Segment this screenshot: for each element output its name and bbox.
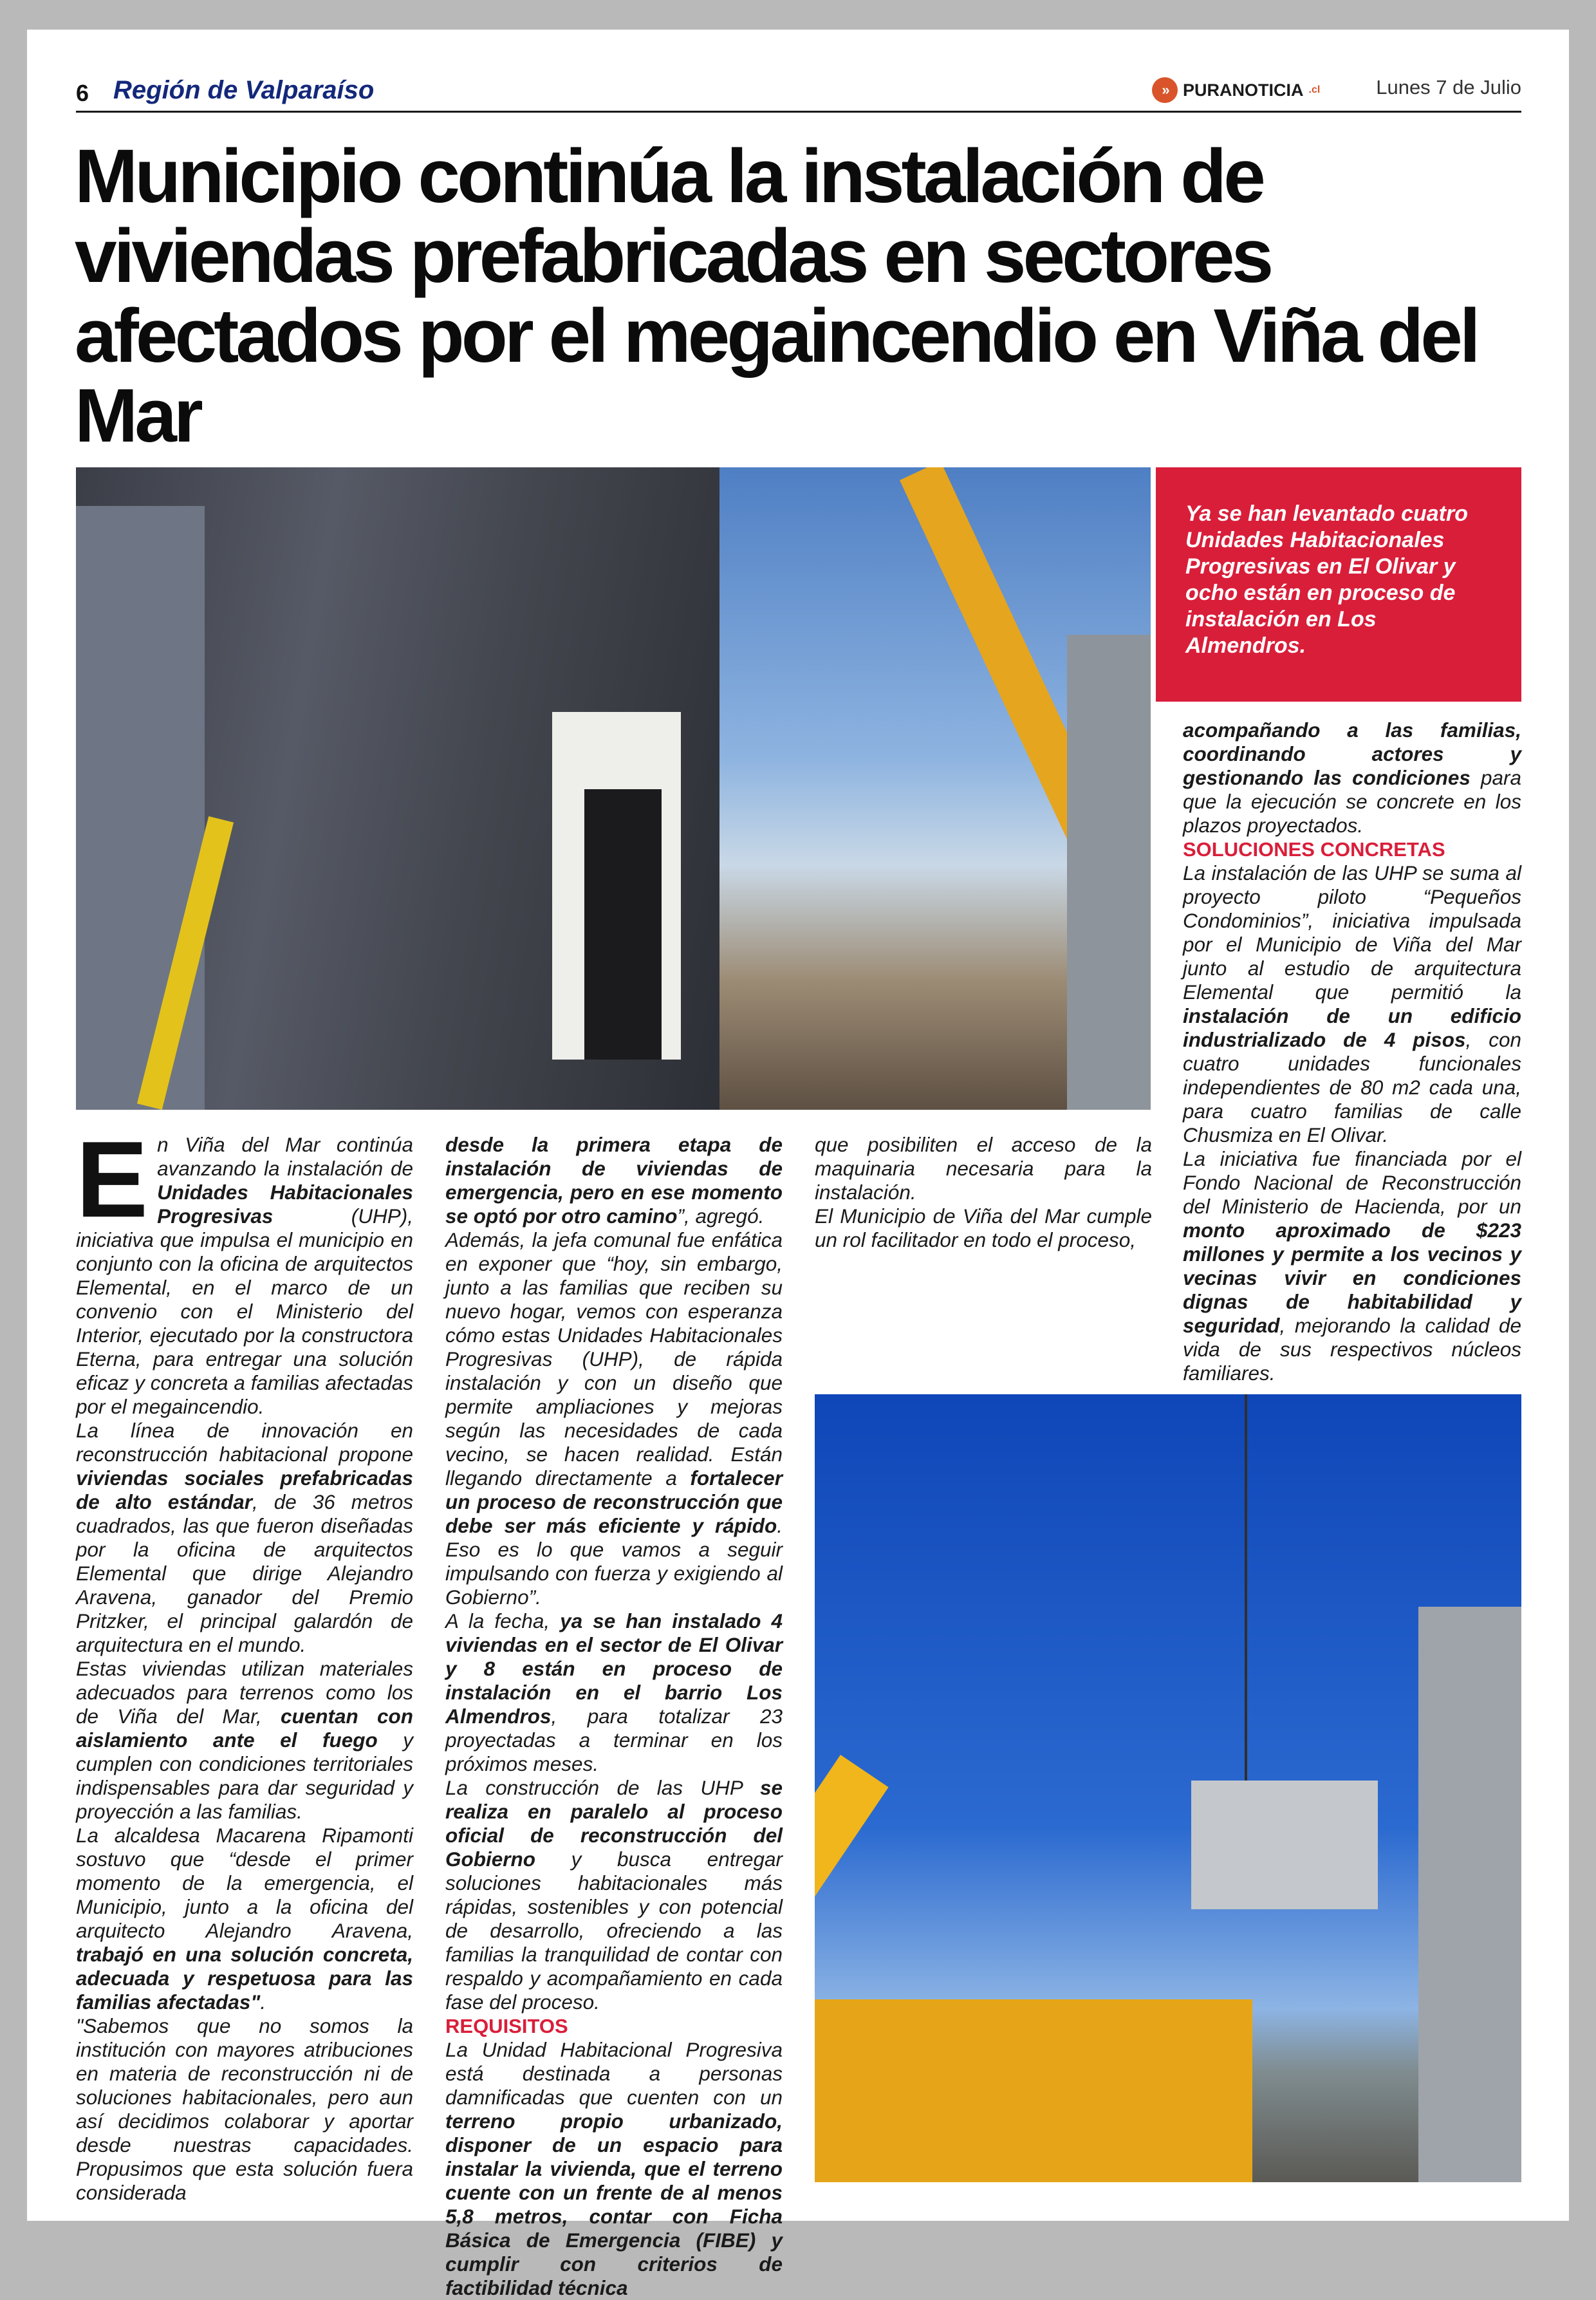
puranoticia-logo xyxy=(1152,77,1320,103)
metal-wall-shape xyxy=(1067,635,1151,1110)
building-side-shape xyxy=(76,506,205,1110)
drop-cap: E xyxy=(76,1119,149,1240)
housing-module-shape xyxy=(1191,1781,1378,1909)
paragraph-6: Además, la jefa comunal fue enfática en exponer que “hoy, sin embargo, junto a las familias que reciben su nuevo hogar, vemos con esperanza cómo estas Unidades Habitacionales Progresivas (UHP), de rápida instalación y con un diseño que permite ampliaciones y mejoras según las necesidades de cada vecino, se hacen realidad. Están llegando directamente a fortalecer un proceso de reconstrucción que debe ser más eficiente y rápido. Eso es lo que vamos a seguir impulsando con fuerza y exigiendo al Gobierno”. xyxy=(445,1228,783,1609)
paragraph-3: Estas viviendas utilizan materiales adecuados para terrenos como los de Viña del Mar, cuentan con aislamiento ante el fuego y cumplen con condiciones territoriales indispensables para dar seguridad y proyección a las familias. xyxy=(76,1657,413,1823)
paragraph-8: La construcción de las UHP se realiza en paralelo al proceso oficial de reconstrucción del Gobierno y busca entregar soluciones habitacionales más rápidas, sostenibles y con potencial de desarrollo, ofreciendo a las familias la tranquilidad de contar con respaldo y acompañamiento en cada fase del proceso. xyxy=(445,1776,783,2014)
article-column-4 xyxy=(1183,718,1521,1385)
metal-fence-shape xyxy=(1418,1607,1521,2182)
issue-date: Lunes 7 de Julio xyxy=(1376,76,1521,98)
paragraph-5: "Sabemos que no somos la institución con mayores atribuciones en materia de reconstrucción ni de soluciones habitacionales, pero aun así decidimos colaborar y aportar desde nuestras capacidades. Propusimos que esta solución fuera considerada xyxy=(76,2014,413,2204)
paragraph-1: En Viña del Mar continúa avanzando la instalación de Unidades Habitacionales Progresivas (UHP), iniciativa que impulsa el municipio en conjunto con la oficina de arquitectos Elemental, en el marco de un convenio con el Ministerio del Interior, ejecutado por la constructora Eterna, para entregar una solución eficaz y concreta a familias afectadas por el megaincendio. xyxy=(76,1119,413,1418)
article-column-2 xyxy=(445,1133,783,2300)
paragraph-10: El Municipio de Viña del Mar cumple un rol facilitador en todo el proceso, xyxy=(815,1204,1152,1251)
logo-suffix: .cl xyxy=(1308,84,1321,95)
article-column-1 xyxy=(76,1119,413,2205)
header-divider xyxy=(76,111,1521,113)
paragraph-5-cont: desde la primera etapa de instalación de viviendas de emergencia, pero en ese momento se optó por otro camino”, agregó. xyxy=(445,1133,783,1228)
paragraph-7: A la fecha, ya se han instalado 4 viviendas en el sector de El Olivar y 8 están en proceso de instalación en el barrio Los Almendros, para totalizar 23 proyectadas a terminar en los próximos meses. xyxy=(445,1609,783,1775)
photo-crane-lifting-module xyxy=(815,1394,1521,2182)
article-column-3 xyxy=(815,1133,1152,1252)
paragraph-12: La iniciativa fue financiada por el Fondo Nacional de Reconstrucción del Ministerio de Hacienda, por un monto aproximado de $223 millones y permite a los vecinos y vecinas vivir en condiciones dignas de habitabilidad y seguridad, mejorando la calidad de vida de sus respectivos núcleos familiares. xyxy=(1183,1147,1521,1385)
doorway-shape xyxy=(584,789,662,1060)
photo-prefab-house-construction xyxy=(76,467,1151,1110)
headline: Municipio continúa la instalación de viviendas prefabricadas en sectores afectados por el megaincendio en Viña del Mar xyxy=(75,134,1478,458)
play-arrows-icon: » xyxy=(1152,77,1178,103)
subhead-soluciones: SOLUCIONES CONCRETAS xyxy=(1183,838,1445,861)
callout-text: Ya se han levantado cuatro Unidades Habitacionales Progresivas en El Olivar y ocho están en proceso de instalación en Los Almendros. xyxy=(1185,501,1468,658)
paragraph-9: La Unidad Habitacional Progresiva está destinada a personas damnificadas que cuenten con un terreno propio urbanizado, disponer de un espacio para instalar la vivienda, que el terreno cuente con un frente de al menos 5,8 metros, contar con Ficha Básica de Emergencia (FIBE) y cumplir con criterios de factibilidad técnica xyxy=(445,2038,783,2299)
paragraph-11: La instalación de las UHP se suma al proyecto piloto “Pequeños Condominios”, iniciativa impulsada por el Municipio de Viña del Mar junto al estudio de arquitectura Elemental que permitió la instalación de un edificio industrializado de 4 pisos, con cuatro unidades funcionales independientes de 80 m2 cada una, para cuatro familias de calle Chusmiza en El Olivar. xyxy=(1183,861,1521,1146)
paragraph-9-cont: que posibiliten el acceso de la maquinaria necesaria para la instalación. xyxy=(815,1133,1152,1204)
logo-text: PURANOTICIA xyxy=(1183,80,1304,100)
paragraph-2: La línea de innovación en reconstrucción habitacional propone viviendas sociales prefabricadas de alto estándar, de 36 metros cuadrados, las que fueron diseñadas por la oficina de arquitectos Elemental que dirige Alejandro Aravena, ganador del Premio Pritzker, el principal galardón de arquitectura en el mundo. xyxy=(76,1419,413,1656)
crane-cable-shape xyxy=(1245,1394,1247,1781)
page-number: 6 xyxy=(76,80,89,106)
paragraph-10-cont: acompañando a las familias, coordinando actores y gestionando las condiciones para que la ejecución se concrete en los plazos proyectados. xyxy=(1183,718,1521,837)
paragraph-4: La alcaldesa Macarena Ripamonti sostuvo que “desde el primer momento de la emergencia, el Municipio, junto a la oficina del arquitecto Alejandro Aravena, trabajó en una solución concreta, adecuada y respetuosa para las familias afectadas". xyxy=(76,1824,413,2014)
subhead-requisitos: REQUISITOS xyxy=(445,2015,568,2037)
section-title: Región de Valparaíso xyxy=(113,76,375,104)
crane-truck-shape xyxy=(815,1999,1252,2182)
highlight-callout xyxy=(1156,467,1521,702)
